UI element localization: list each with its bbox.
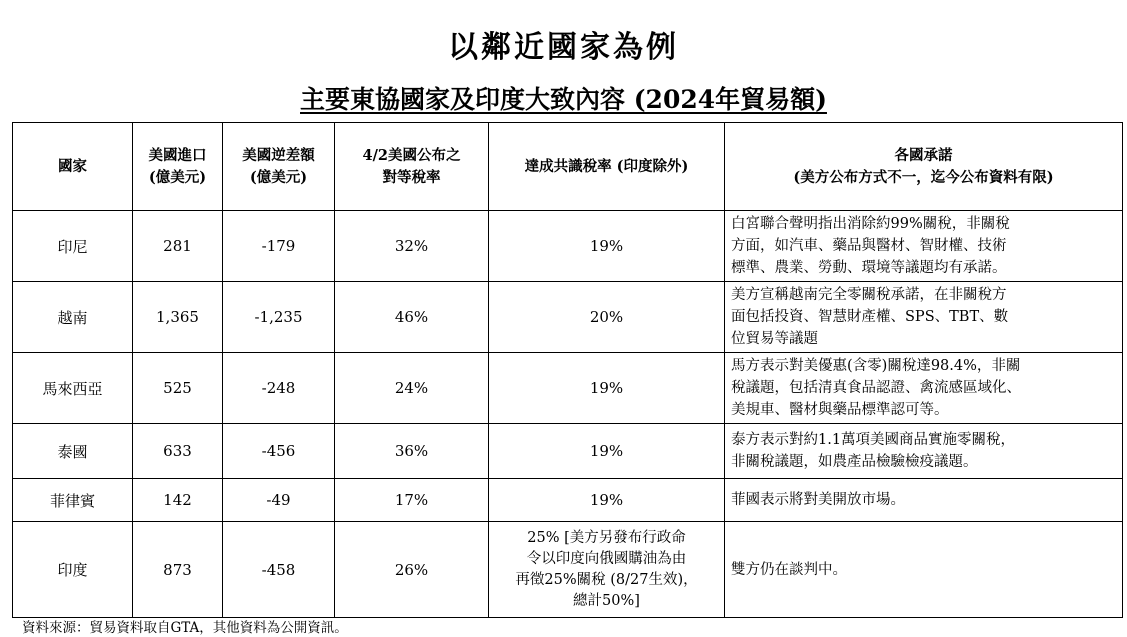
country-cell: 馬來西亞 (13, 353, 133, 424)
imports-cell: 633 (133, 424, 223, 479)
agreed-rate-cell: 19% (489, 479, 725, 522)
country-cell: 泰國 (13, 424, 133, 479)
commitment-line: 稅議題，包括清真食品認證、禽流感區域化、 (731, 380, 1021, 396)
reciprocal-rate-cell: 46% (335, 282, 489, 353)
commitment-cell (725, 424, 1123, 479)
header-reciprocal-rate: 4/2美國公布之 對等稅率 (335, 123, 489, 211)
header-imports: 美國進口 (億美元) (133, 123, 223, 211)
country-cell: 菲律賓 (13, 479, 133, 522)
commitment-cell (725, 353, 1123, 424)
deficit-cell: -456 (223, 424, 335, 479)
commitment-cell (725, 282, 1123, 353)
agreed-rate-line: 再徵25%關稅 (8/27生效)， (515, 571, 698, 588)
country-cell: 越南 (13, 282, 133, 353)
commitment-line: 標準、農業、勞動、環境等議題均有承諾。 (731, 260, 1007, 276)
page-title: 以鄰近國家為例 (448, 30, 679, 65)
deficit-cell: -179 (223, 211, 335, 282)
agreed-rate-cell: 19% (489, 211, 725, 282)
header-commitments: 各國承諾 (美方公布方式不一，迄今公布資料有限) (725, 123, 1123, 211)
reciprocal-rate-cell: 26% (335, 522, 489, 618)
commitment-line: 雙方仍在談判中。 (731, 561, 847, 578)
commitment-line: 方面，如汽車、藥品與醫材、智財權、技術 (731, 238, 1007, 254)
table-row (13, 353, 1123, 424)
trade-table (12, 122, 1123, 618)
commitment-line: 白宮聯合聲明指出消除約99%關稅，非關稅 (731, 216, 1010, 232)
agreed-rate-line: 25% [美方另發布行政命 (527, 529, 686, 546)
table-row (13, 479, 1123, 522)
commitment-line: 面包括投資、智慧財產權、SPS、TBT、數 (731, 309, 1009, 325)
imports-cell: 525 (133, 353, 223, 424)
deficit-cell: -458 (223, 522, 335, 618)
country-cell: 印度 (13, 522, 133, 618)
commitment-line: 泰方表示對約1.1萬項美國商品實施零關稅， (731, 432, 1016, 448)
deficit-cell: -1,235 (223, 282, 335, 353)
commitment-line: 非關稅議題，如農產品檢驗檢疫議題。 (731, 454, 978, 470)
imports-cell: 873 (133, 522, 223, 618)
imports-cell: 281 (133, 211, 223, 282)
reciprocal-rate-cell: 32% (335, 211, 489, 282)
imports-cell: 1,365 (133, 282, 223, 353)
commitment-line: 馬方表示對美優惠(含零)關稅達98.4%，非關 (731, 358, 1021, 374)
commitment-line: 美方宣稱越南完全零關稅承諾，在非關稅方 (731, 287, 1007, 303)
commitment-line: 菲國表示將對美開放市場。 (731, 492, 905, 508)
header-country: 國家 (13, 123, 133, 211)
agreed-rate-cell: 20% (489, 282, 725, 353)
agreed-rate-cell: 19% (489, 424, 725, 479)
country-cell: 印尼 (13, 211, 133, 282)
table-row (13, 522, 1123, 618)
header-row (13, 123, 1123, 211)
commitment-cell (725, 479, 1123, 522)
source-note: 資料來源：貿易資料取自GTA，其他資料為公開資訊。 (22, 620, 348, 636)
imports-cell: 142 (133, 479, 223, 522)
commitment-line: 美規車、醫材與藥品標準認可等。 (731, 402, 949, 418)
reciprocal-rate-cell: 24% (335, 353, 489, 424)
table-row (13, 424, 1123, 479)
reciprocal-rate-cell: 36% (335, 424, 489, 479)
deficit-cell: -248 (223, 353, 335, 424)
table-row (13, 282, 1123, 353)
table-row (13, 211, 1123, 282)
header-agreed-rate: 達成共識稅率 (印度除外) (489, 123, 725, 211)
agreed-rate-cell: 19% (489, 353, 725, 424)
commitment-cell (725, 522, 1123, 618)
deficit-cell: -49 (223, 479, 335, 522)
agreed-rate-line: 總計50%] (573, 592, 640, 609)
agreed-rate-line: 令以印度向俄國購油為由 (526, 550, 687, 567)
agreed-rate-cell (489, 522, 725, 618)
commitment-line: 位貿易等議題 (731, 331, 818, 347)
page-subtitle: 主要東協國家及印度大致內容 (2024年貿易額) (300, 85, 827, 114)
header-deficit: 美國逆差額 (億美元) (223, 123, 335, 211)
commitment-cell (725, 211, 1123, 282)
reciprocal-rate-cell: 17% (335, 479, 489, 522)
